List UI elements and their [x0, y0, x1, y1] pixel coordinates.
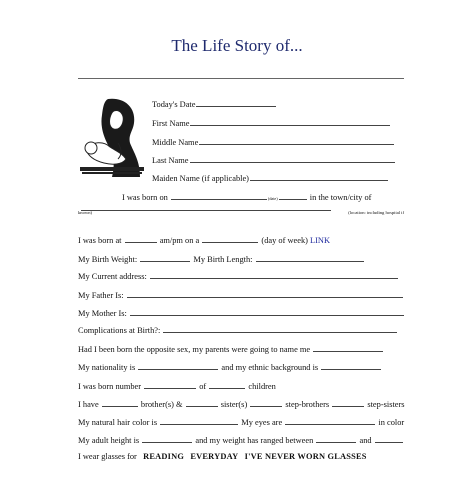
eye-color-field[interactable]: [285, 416, 375, 425]
height-field[interactable]: [142, 434, 192, 443]
opposite-sex-name-field[interactable]: [313, 343, 383, 352]
address-field[interactable]: [150, 270, 398, 279]
maiden-name-row: Maiden Name (if applicable): [152, 172, 389, 184]
ethnic-background-field[interactable]: [321, 361, 381, 370]
hair-color-field[interactable]: [160, 416, 238, 425]
first-name-row: First Name: [152, 117, 391, 129]
last-name-field[interactable]: [190, 154, 395, 163]
todays-date-field[interactable]: [196, 98, 276, 107]
nationality-row: My nationality is and my ethnic background is: [78, 361, 382, 373]
glasses-row: I wear glasses for READING EVERYDAY I'VE NEVER WORN GLASSES: [78, 452, 367, 461]
born-number-row: I was born number of children: [78, 382, 276, 391]
weight-max-field[interactable]: [375, 434, 403, 443]
birth-weight-field[interactable]: [140, 253, 190, 262]
children-count-field[interactable]: [209, 380, 245, 389]
page-title: The Life Story of...: [171, 36, 303, 55]
link[interactable]: LINK: [310, 236, 331, 245]
todays-date-row: Today's Date: [152, 98, 277, 110]
glasses-option-reading[interactable]: READING: [143, 452, 185, 461]
complications-row: Complications at Birth?:: [78, 324, 398, 336]
address-row: My Current address:: [78, 270, 399, 282]
birth-weight-row: My Birth Weight: My Birth Length:: [78, 253, 365, 265]
opposite-sex-row: Had I been born the opposite sex, my parents were going to name me: [78, 343, 384, 355]
sisters-count-field[interactable]: [186, 398, 218, 407]
mother-field[interactable]: [130, 307, 404, 316]
title-divider: [78, 78, 404, 79]
birth-date-field[interactable]: [171, 191, 267, 200]
middle-name-row: Middle Name: [152, 136, 395, 148]
mother-and-baby-illustration: [78, 97, 146, 179]
maiden-name-field[interactable]: [250, 172, 388, 181]
location-note-row: known) (location: including hospital if: [78, 210, 404, 216]
last-name-row: Last Name: [152, 154, 396, 166]
born-number-field[interactable]: [144, 380, 196, 389]
birth-date-field-2[interactable]: [279, 191, 307, 200]
birth-day-field[interactable]: [202, 234, 258, 243]
born-time-row: I was born at am/pm on a (day of week) LINK: [78, 236, 331, 245]
siblings-row: I have brother(s) & sister(s) step-brothers step-sisters: [78, 400, 405, 409]
birth-location-field[interactable]: [81, 207, 331, 211]
birth-time-field[interactable]: [125, 234, 157, 243]
step-brothers-field[interactable]: [250, 398, 282, 407]
step-sisters-field[interactable]: [332, 398, 364, 407]
birth-length-field[interactable]: [256, 253, 364, 262]
first-name-field[interactable]: [190, 117, 390, 126]
glasses-option-everyday[interactable]: EVERYDAY: [190, 452, 239, 461]
mother-row: My Mother Is:: [78, 307, 405, 319]
father-row: My Father Is:: [78, 289, 404, 301]
complications-field[interactable]: [163, 324, 397, 333]
glasses-option-never[interactable]: I'VE NEVER WORN GLASSES: [244, 452, 367, 461]
nationality-field[interactable]: [138, 361, 218, 370]
hair-row: My natural hair color is My eyes are in color: [78, 418, 405, 427]
brothers-count-field[interactable]: [102, 398, 138, 407]
height-row: My adult height is and my weight has ranged between and: [78, 434, 404, 446]
born-on-row: I was born on (date) in the town/city of: [122, 193, 372, 202]
weight-min-field[interactable]: [316, 434, 356, 443]
middle-name-field[interactable]: [199, 136, 394, 145]
father-field[interactable]: [127, 289, 403, 298]
